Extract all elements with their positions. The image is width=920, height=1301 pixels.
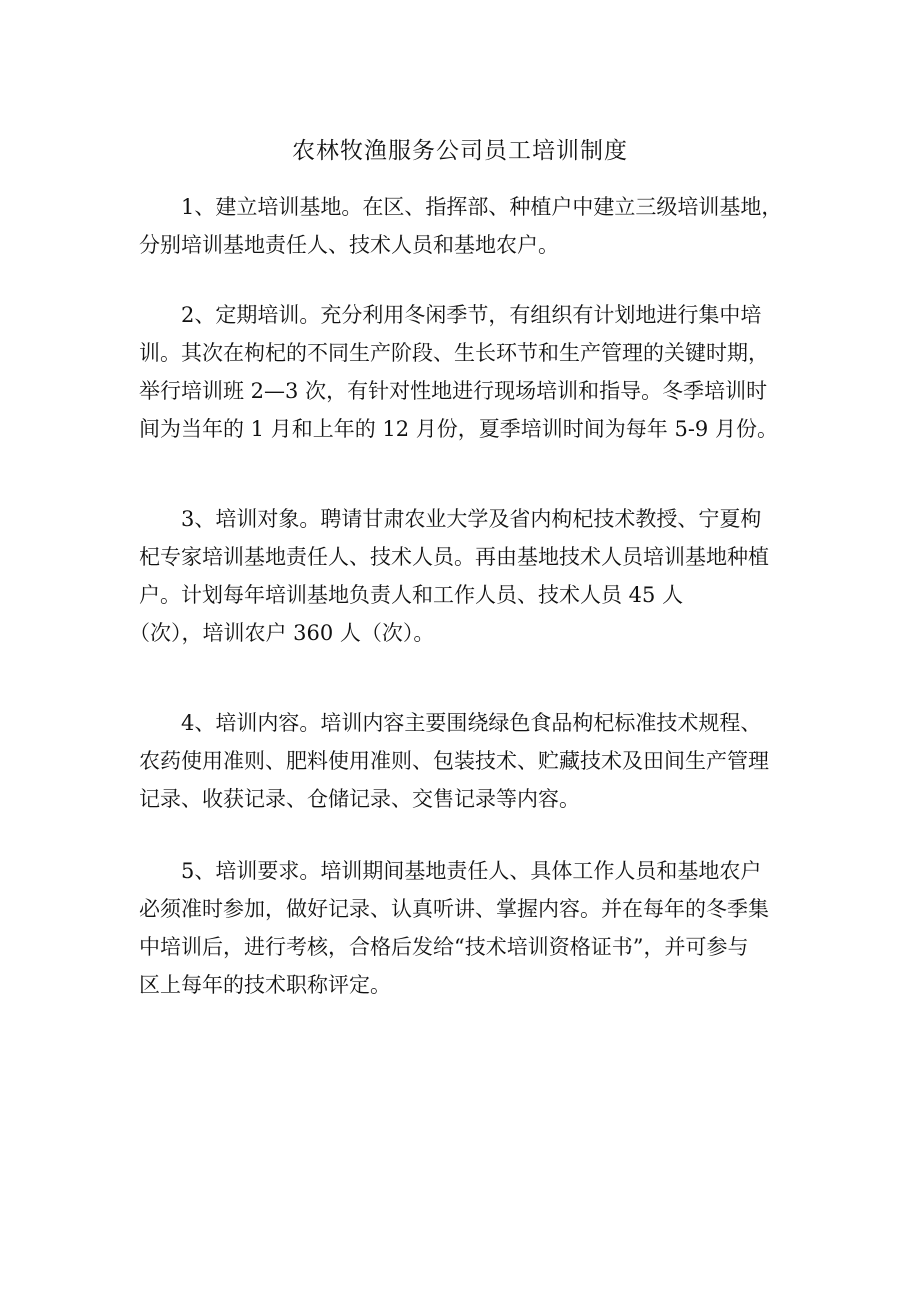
paragraph-line: （次），培训农户 360 人（次）。 xyxy=(129,621,435,645)
paragraph-3-training-targets xyxy=(129,500,769,652)
paragraph-2-regular-training xyxy=(139,296,778,448)
document-title: 农林牧渔服务公司员工培训制度 xyxy=(292,138,628,164)
paragraph-line: 分别培训基地责任人、技术人员和基地农户。 xyxy=(139,233,559,257)
paragraph-line: 农药使用准则、肥料使用准则、包装技术、贮藏技术及田间生产管理 xyxy=(139,749,769,773)
paragraph-line: 3、培训对象。聘请甘肃农业大学及省内枸杞技术教授、宁夏枸 xyxy=(181,507,762,531)
paragraph-line: 区上每年的技术职称评定。 xyxy=(139,973,391,997)
paragraph-line: 记录、收获记录、仓储记录、交售记录等内容。 xyxy=(139,787,580,811)
paragraph-line: 2、定期培训。充分利用冬闲季节，有组织有计划地进行集中培 xyxy=(181,303,762,327)
paragraph-line: 举行培训班 2—3 次，有针对性地进行现场培训和指导。冬季培训时 xyxy=(139,379,768,403)
paragraph-line: 中培训后，进行考核，合格后发给“技术培训资格证书”，并可参与 xyxy=(139,935,749,959)
paragraph-line: 训。其次在枸杞的不同生产阶段、生长环节和生产管理的关键时期， xyxy=(139,341,769,365)
paragraph-line: 4、培训内容。培训内容主要围绕绿色食品枸杞标准技术规程、 xyxy=(181,711,762,735)
paragraph-1-establish-base xyxy=(139,188,782,264)
paragraph-line: 杞专家培训基地责任人、技术人员。再由基地技术人员培训基地种植 xyxy=(139,545,769,569)
paragraph-line: 5、培训要求。培训期间基地责任人、具体工作人员和基地农户 xyxy=(181,859,762,883)
paragraph-5-training-requirements xyxy=(139,852,769,1004)
paragraph-line: 户。计划每年培训基地负责人和工作人员、技术人员 45 人 xyxy=(139,583,684,607)
paragraph-line: 1、建立培训基地。在区、指挥部、种植户中建立三级培训基地， xyxy=(181,195,783,219)
paragraph-line: 必须准时参加，做好记录、认真听讲、掌握内容。并在每年的冬季集 xyxy=(139,897,769,921)
paragraph-line: 间为当年的 1 月和上年的 12 月份，夏季培训时间为每年 5-9 月份。 xyxy=(139,417,778,441)
paragraph-4-training-content xyxy=(139,704,769,818)
